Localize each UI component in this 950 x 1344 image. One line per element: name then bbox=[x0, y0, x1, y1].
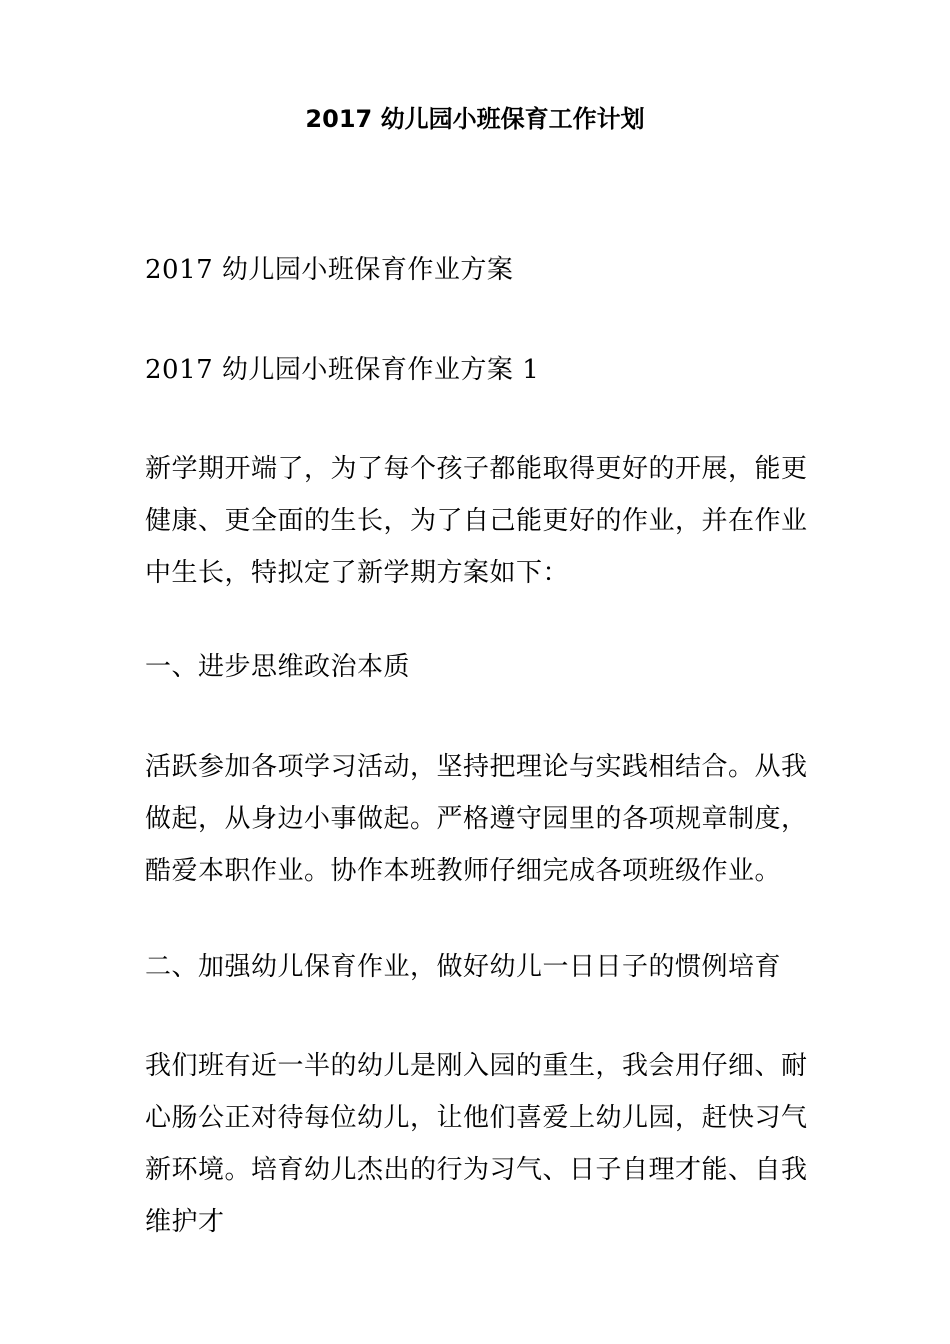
paragraph-section-2: 我们班有近一半的幼儿是刚入园的重生，我会用仔细、耐心肠公正对待每位幼儿，让他们喜爱上幼儿园，赶快习气新环境。培育幼儿杰出的行为习气、日子自理才能、自我维护才 bbox=[145, 1051, 808, 1237]
paragraph-subtitle: 2017 幼儿园小班保育作业方案 bbox=[145, 255, 514, 285]
section-heading-2: 二、加强幼儿保育作业，做好幼儿一日日子的惯例培育 bbox=[145, 952, 782, 982]
section-heading-1: 一、进步思维政治本质 bbox=[145, 652, 411, 682]
document-title: 2017 幼儿园小班保育工作计划 bbox=[305, 105, 645, 133]
paragraph-section-1: 活跃参加各项学习活动，坚持把理论与实践相结合。从我做起，从身边小事做起。严格遵守园里的各项规章制度，酷爱本职作业。协作本班教师仔细完成各项班级作业。 bbox=[145, 752, 808, 886]
paragraph-plan-heading: 2017 幼儿园小班保育作业方案 1 bbox=[145, 355, 540, 385]
paragraph-intro: 新学期开端了，为了每个孩子都能取得更好的开展，能更健康、更全面的生长，为了自己能更好的作业，并在作业中生长，特拟定了新学期方案如下： bbox=[145, 454, 808, 588]
